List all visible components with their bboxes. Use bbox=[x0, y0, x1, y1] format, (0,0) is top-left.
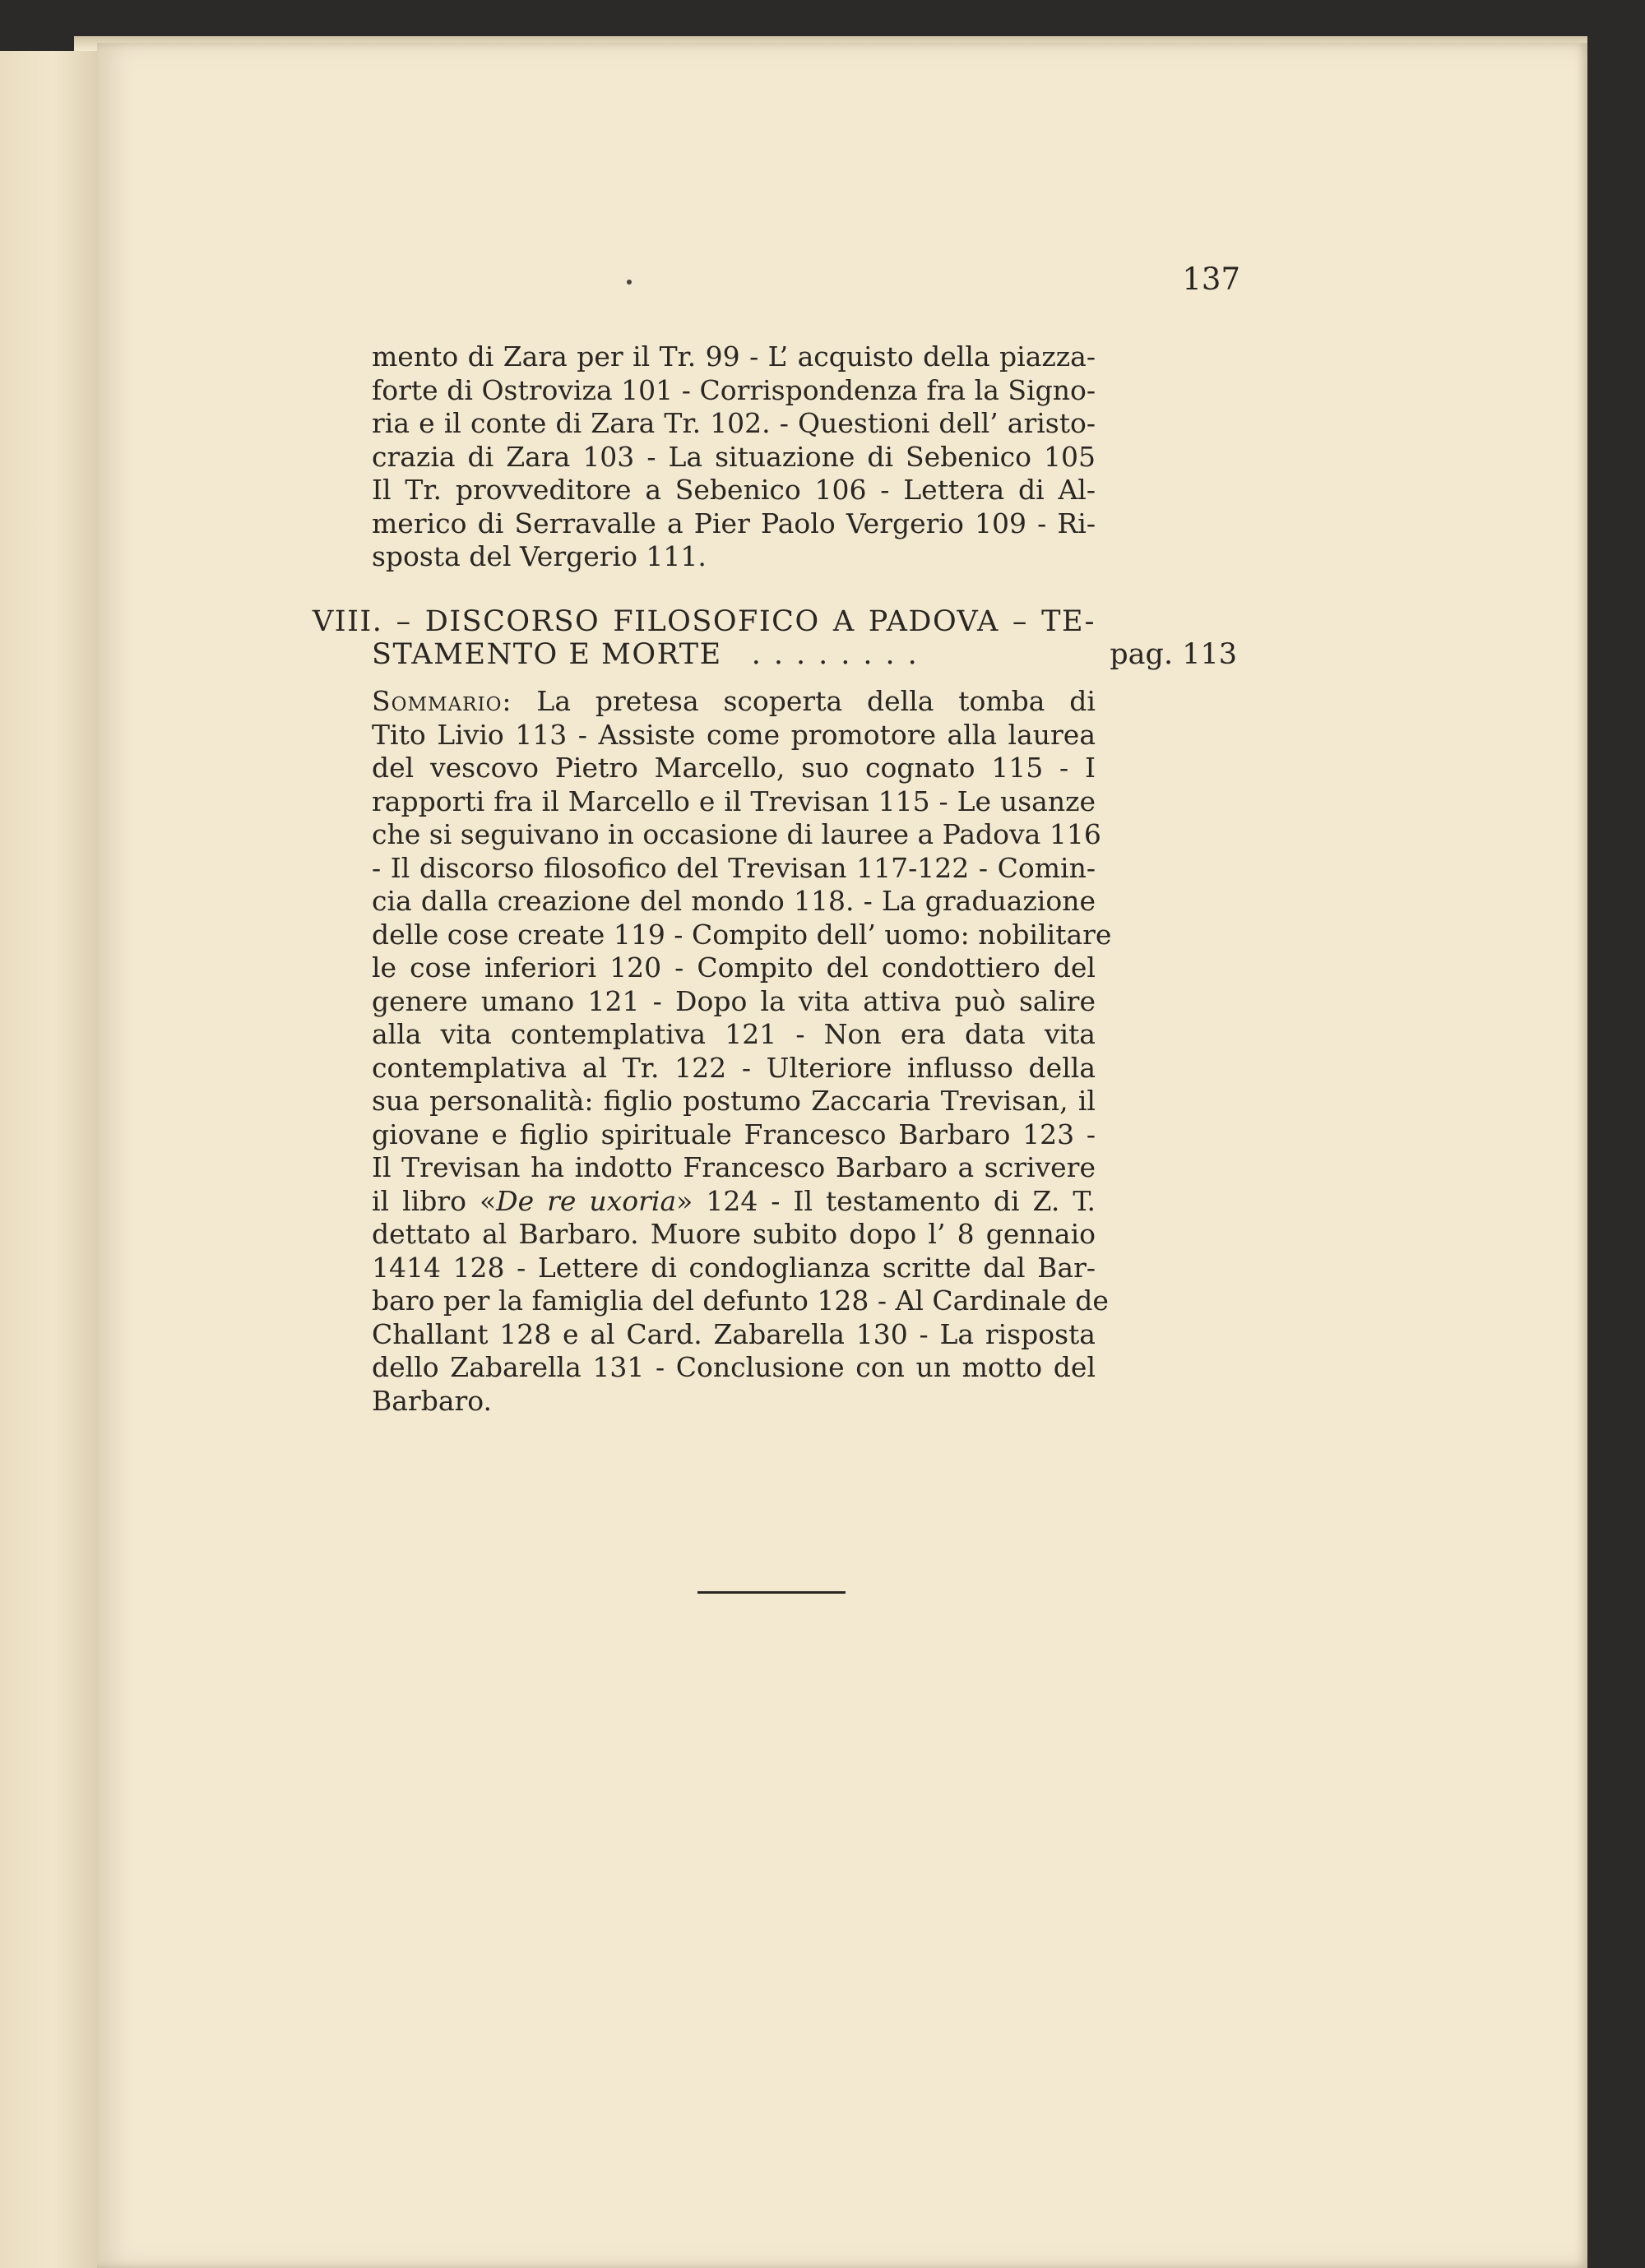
text-line: dettato al Barbaro. Muore subito dopo l’ 8 gennaio bbox=[372, 1218, 1096, 1250]
summary-label: Sommario: bbox=[372, 685, 512, 717]
text-line: merico di Serravalle a Pier Paolo Vergerio 109 - Ri- bbox=[372, 507, 1096, 539]
text-line: forte di Ostroviza 101 - Corrispondenza fra la Signo- bbox=[372, 373, 1096, 406]
chapter-summary bbox=[372, 685, 1112, 1418]
text-line: sua personalità: figlio postumo Zaccaria Trevisan, il bbox=[372, 1085, 1096, 1117]
text-line: Barbaro. bbox=[372, 1384, 493, 1417]
text-line: mento di Zara per il Tr. 99 - L’ acquisto della piazza- bbox=[372, 340, 1096, 373]
libro-line bbox=[372, 1185, 1096, 1219]
chapter-title-line1: VIII. – DISCORSO FILOSOFICO A PADOVA – TE- bbox=[313, 605, 1096, 638]
text-line: delle cose create 119 - Compito dell’ uomo: nobilitare bbox=[372, 918, 1112, 951]
chapter-page-reference: pag. 113 bbox=[1110, 638, 1237, 671]
text-line: contemplativa al Tr. 122 - Ulteriore influsso della bbox=[372, 1051, 1096, 1084]
text-line: le cose inferiori 120 - Compito del condottiero del bbox=[372, 951, 1096, 984]
text-line: del vescovo Pietro Marcello, suo cognato 115 - I bbox=[372, 752, 1096, 784]
text-line: alla vita contemplativa 121 - Non era data vita bbox=[372, 1018, 1096, 1050]
text-line: genere umano 121 - Dopo la vita attiva può salire bbox=[372, 984, 1096, 1017]
book-title: De re uxoria bbox=[496, 1184, 677, 1217]
text-line: Challant 128 e al Card. Zabarella 130 - La risposta bbox=[372, 1317, 1096, 1350]
chapter-title-line2: STAMENTO E MORTE bbox=[372, 638, 722, 671]
text-line: crazia di Zara 103 - La situazione di Sebenico 105 bbox=[372, 440, 1096, 473]
text-line: che si seguivano in occasione di lauree a Padova 116 bbox=[372, 818, 1101, 850]
text-line: 1414 128 - Lettere di condoglianza scritte dal Bar- bbox=[372, 1251, 1096, 1284]
text-line: Il Tr. provveditore a Sebenico 106 - Lettera di Al- bbox=[372, 474, 1096, 506]
section-end-rule bbox=[697, 1591, 846, 1594]
text-line: baro per la famiglia del defunto 128 - Al Cardinale de bbox=[372, 1284, 1109, 1317]
summary-first-line-text: La pretesa scoperta della tomba di bbox=[536, 685, 1096, 717]
chapter-heading bbox=[313, 605, 1237, 671]
text-line: Tito Livio 113 - Assiste come promotore alla laurea bbox=[372, 718, 1096, 751]
facing-page-edge bbox=[0, 51, 97, 2268]
text-line: dello Zabarella 131 - Conclusione con un motto del bbox=[372, 1351, 1096, 1383]
chapter-title-line2-row bbox=[372, 638, 1237, 671]
summary-first-line bbox=[372, 685, 1096, 719]
dot-leaders: ........ bbox=[751, 638, 930, 671]
text-line: rapporti fra il Marcello e il Trevisan 115 - Le usanze bbox=[372, 785, 1096, 817]
previous-chapter-summary-continuation bbox=[372, 340, 1096, 574]
text-line: giovane e figlio spirituale Francesco Barbaro 123 - bbox=[372, 1118, 1096, 1150]
text-line: sposta del Vergerio 111. bbox=[372, 540, 707, 572]
text-line: - Il discorso filosofico del Trevisan 117-122 - Comin- bbox=[372, 851, 1096, 884]
libro-prefix: il libro « bbox=[372, 1184, 497, 1217]
ink-dot bbox=[627, 280, 632, 285]
page-number: 137 bbox=[1182, 262, 1240, 297]
text-line: Il Trevisan ha indotto Francesco Barbaro a scrivere bbox=[372, 1151, 1096, 1183]
text-line: ria e il conte di Zara Tr. 102. - Questioni dell’ aristo- bbox=[372, 407, 1096, 439]
libro-suffix: » 124 - Il testamento di Z. T. bbox=[676, 1184, 1096, 1217]
text-line: cia dalla creazione del mondo 118. - La graduazione bbox=[372, 885, 1096, 917]
